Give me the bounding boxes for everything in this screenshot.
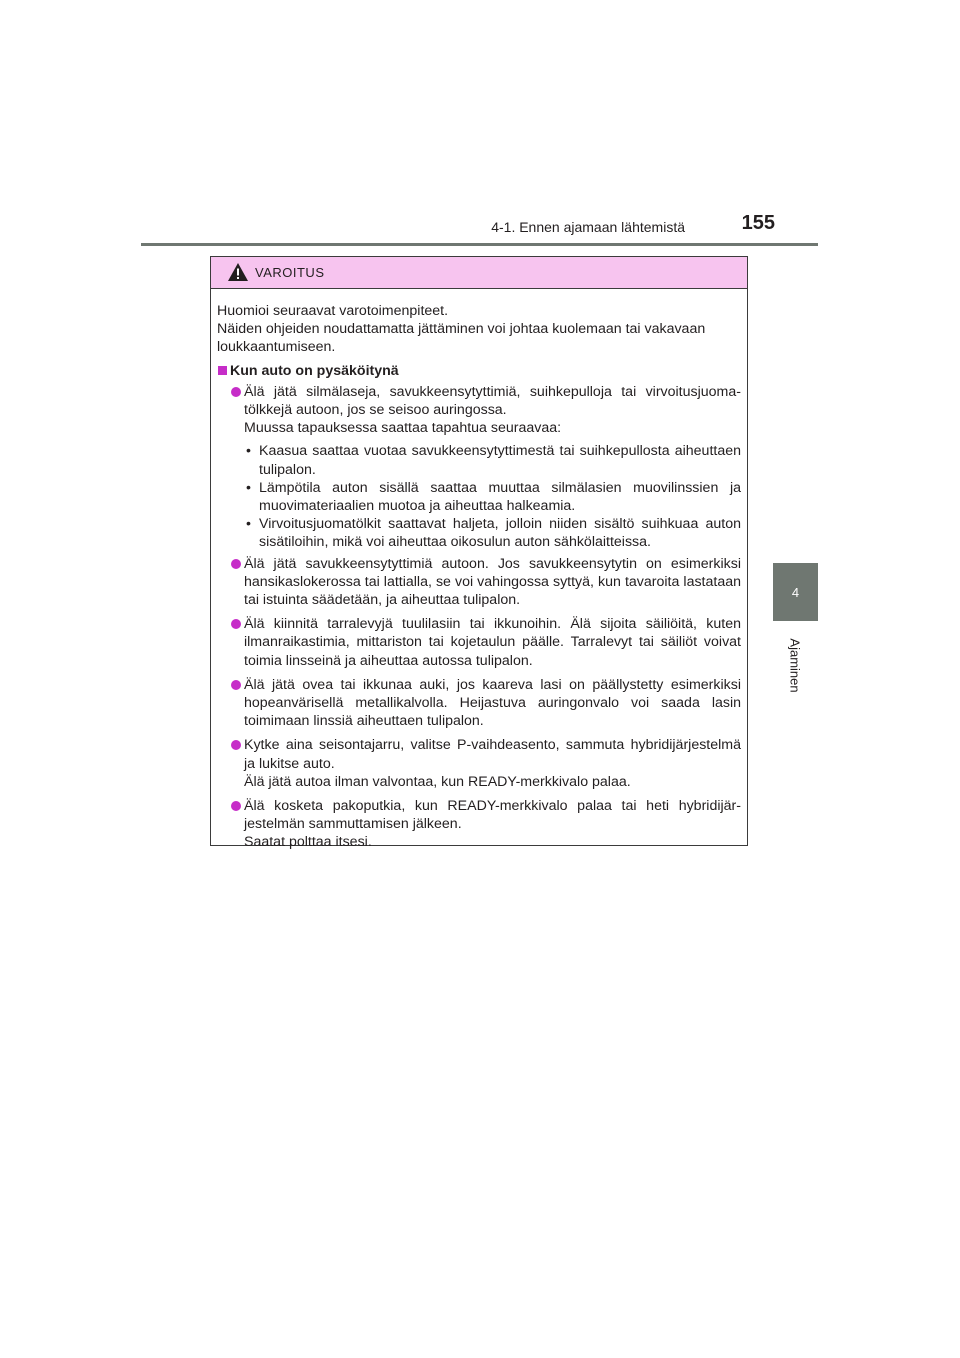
bullet-dot-icon: [231, 680, 241, 690]
bullet-dot-icon: [231, 801, 241, 811]
bullet-dot-icon: [231, 387, 241, 397]
sub-bullet-icon: •: [246, 479, 251, 496]
chapter-label: [773, 630, 818, 700]
sub-list: [244, 442, 741, 551]
sub-list-item: [244, 442, 741, 478]
bullet-item: [217, 383, 741, 552]
intro-line: Huomioi seuraavat varotoimenpiteet.: [217, 303, 449, 319]
section-heading-text: Kun auto on pysäköitynä: [230, 362, 399, 379]
bullet-text: Kytke aina seisontajarru, valitse P-vaihdeasento, sammuta hybridijärjestelmä ja lukitse auto.: [244, 737, 741, 772]
warning-intro: [217, 302, 741, 357]
square-bullet-icon: [218, 366, 227, 375]
bullet-dot-icon: [231, 619, 241, 629]
chapter-tab: [773, 563, 818, 621]
bullet-text: Älä kiinnitä tarralevyjä tuulilasiin tai ikkunoihin. Älä sijoita säiliöitä, kuten ilmanraikastimia, mittariston tai kojetaulun päälle. Tarralevyt tai säiliöt voivat toimia linsseinä ja aiheuttaa autossa tulipalon.: [244, 616, 741, 669]
chapter-number: 4: [791, 584, 800, 600]
sub-list-item: [244, 479, 741, 515]
section-heading: [217, 362, 741, 380]
sub-item-text: Lämpötila auton sisällä saattaa muuttaa silmälasien muovilinssien ja muovimateriaalien muotoa ja aiheuttaa halkeamia.: [259, 479, 741, 515]
sub-item-text: Kaasua saattaa vuotaa savukkeensytyttimestä tai suihkepullosta aiheuttaen tulipalon.: [259, 443, 741, 478]
header-section-title: 4-1. Ennen ajamaan lähtemistä: [491, 219, 685, 235]
header-rule: [141, 243, 818, 246]
bullet-item: [217, 676, 741, 731]
bullet-text: Muussa tapauksessa saattaa tapahtua seuraavaa:: [244, 420, 562, 437]
warning-triangle-icon: [227, 262, 249, 282]
page-number: 155: [741, 212, 775, 234]
intro-line: Näiden ohjeiden noudattamatta jättäminen voi johtaa kuolemaan tai vakavaan loukkaantumiseen.: [217, 321, 706, 356]
bullet-item: [217, 736, 741, 791]
bullet-item: [217, 797, 741, 852]
bullet-item: [217, 615, 741, 670]
sub-bullet-icon: •: [246, 443, 251, 460]
sub-bullet-icon: •: [246, 516, 251, 533]
bullet-item: [217, 555, 741, 610]
sub-item-text: Virvoitusjuomatölkit saattavat haljeta, jolloin niiden sisältö suihkuaa auton sisätiloihin, mikä voi aiheuttaa oikosulun auton sähkölaitteissa.: [259, 516, 741, 551]
sub-list-item: [244, 515, 741, 551]
bullet-text: Älä jätä autoa ilman valvontaa, kun READY-merkkivalo palaa.: [244, 773, 631, 790]
warning-title: VAROITUS: [255, 265, 325, 280]
chapter-title: Ajaminen: [788, 637, 804, 693]
bullet-text: Älä kosketa pakoputkia, kun READY-merkkivalo palaa tai heti hybridijärjestelmän sammuttamisen jälkeen.: [244, 798, 741, 833]
bullet-text: Älä jätä ovea tai ikkunaa auki, jos kaareva lasi on päällystetty esimerkiksi hopeanvärisellä metallikalvolla. Heijastuva auringonvalo voi saada lasin toimimaan linssiä aiheuttaen tulipalon.: [244, 676, 741, 730]
warning-content: [211, 289, 747, 852]
warning-box: [210, 256, 748, 851]
bullet-text: Älä jätä savukkeensytyttimiä autoon. Jos savukkeensytytin on esimerkiksi hansikaslokerossa tai lattialla, se voi vahingossa syttyä, kun tavaroita lastataan tai istuinta säädetään, ja aiheuttaa tulipalon.: [244, 555, 741, 609]
bullet-dot-icon: [231, 559, 241, 569]
bullet-text: Älä jätä silmälaseja, savukkeensytyttimiä, suihkepulloja tai virvoitusjuomatölkkejä autoon, jos se seisoo auringossa.: [244, 383, 741, 419]
warning-header: [211, 257, 747, 289]
bullet-dot-icon: [231, 740, 241, 750]
bullet-text: Saatat polttaa itsesi.: [244, 834, 372, 851]
